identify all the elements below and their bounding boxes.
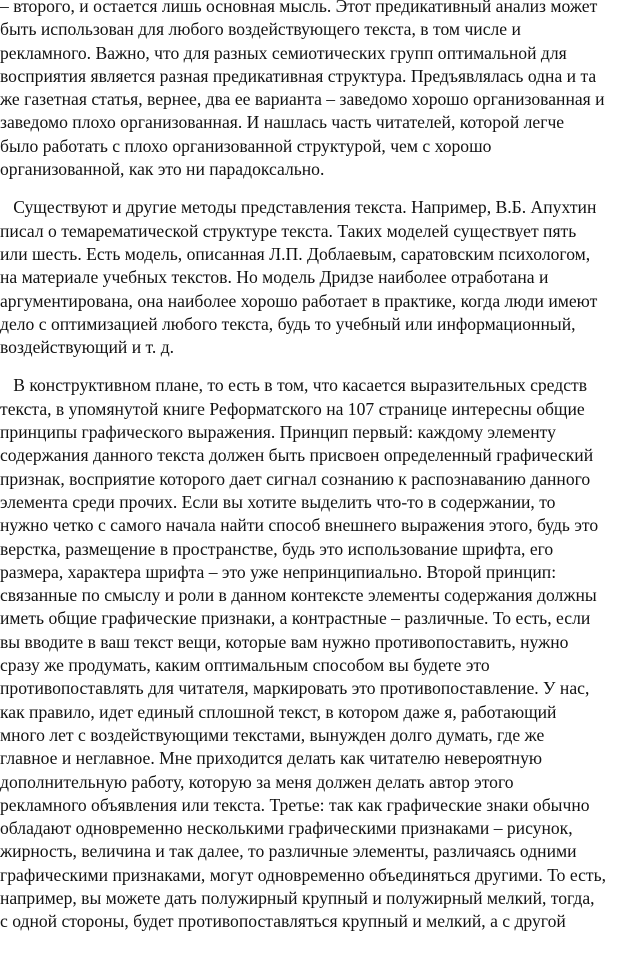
text-paragraph [0, 374, 620, 933]
text-line: графическими признаками, могут одновременно объединяться другими. То есть, [0, 864, 607, 885]
text-line: принципы графического выражения. Принцип первый: каждому элементу [0, 422, 556, 443]
text-line: вы вводите в ваш текст вещи, которые вам нужно противопоставить, нужно [0, 631, 569, 652]
text-paragraph [0, 0, 620, 181]
text-line: Существуют и другие методы представления текста. Например, В.Б. Апухтин [0, 197, 597, 218]
text-line: иметь общие графические признаки, а контрастные – различные. То есть, если [0, 608, 591, 629]
text-line: например, вы можете дать полужирный крупный и полужирный мелкий, тогда, [0, 887, 595, 908]
text-line: рекламного. Важно, что для разных семиотических групп оптимальной для [0, 42, 567, 63]
text-line: много лет с воздействующими текстами, вынужден долго думать, где же [0, 724, 545, 745]
text-line: обладают одновременно несколькими графическими признаками – рисунок, [0, 818, 573, 839]
text-line: сразу же продумать, каким оптимальным способом вы будете это [0, 655, 490, 676]
paragraph-spacer [0, 181, 620, 196]
text-line: связанные по смыслу и роли в данном контексте элементы содержания должны [0, 585, 597, 606]
text-line: содержания данного текста должен быть присвоен определенный графический [0, 445, 594, 466]
text-line: быть использован для любого воздействующего текста, в том числе и [0, 19, 521, 40]
text-line: текста, в упомянутой книге Реформатского на 107 странице интересны общие [0, 398, 585, 419]
text-line: главное и неглавное. Мне приходится делать как читателю невероятную [0, 748, 543, 769]
text-line: – второго, и остается лишь основная мысль. Этот предикативный анализ может [0, 0, 598, 16]
text-line: В конструктивном плане, то есть в том, что касается выразительных средств [0, 375, 588, 396]
text-line: дополнительную работу, которую за меня должен делать автор этого [0, 771, 514, 792]
text-line: элемента среди прочих. Если вы хотите выделить что-то в содержании, то [0, 491, 556, 512]
paragraph-spacer [0, 359, 620, 374]
text-paragraph [0, 196, 620, 359]
text-line: воздействующий и т. д. [0, 337, 175, 358]
text-line: как правило, идет единый сплошной текст, в котором даже я, работающий [0, 701, 557, 722]
text-line: признак, восприятие которого дает сигнал сознанию к распознаванию данного [0, 468, 591, 489]
text-line: писал о темарематической структуре текста. Таких моделей существует пять [0, 220, 577, 241]
text-line: жирность, величина и так далее, то различные элементы, различаясь одними [0, 841, 577, 862]
text-line: восприятия является разная предикативная структура. Предъявлялась одна и та [0, 65, 597, 86]
text-line: на материале учебных текстов. Но модель Дридзе наиболее отработана и [0, 267, 549, 288]
text-line: было работать с плохо организованной структурой, чем с хорошо [0, 135, 492, 156]
text-line: с одной стороны, будет противопоставляться крупный и мелкий, а с другой [0, 911, 566, 932]
text-line: рекламного объявления или текста. Третье: так как графические знаки обычно [0, 794, 590, 815]
text-line: заведомо плохо организованная. И нашлась часть читателей, которой легче [0, 112, 565, 133]
text-line: же газетная статья, вернее, два ее варианта – заведомо хорошо организованная и [0, 89, 605, 110]
text-line: аргументирована, она наиболее хорошо работает в практике, когда люди имеют [0, 290, 598, 311]
text-line: нужно четко с самого начала найти способ внешнего выражения этого, будь это [0, 515, 599, 536]
text-line: организованной, как это ни парадоксально. [0, 159, 325, 180]
text-line: противопоставлять для читателя, маркировать это противопоставление. У нас, [0, 678, 590, 699]
text-line: или шесть. Есть модель, описанная Л.П. Доблаевым, саратовским психологом, [0, 243, 591, 264]
text-line: размера, характера шрифта – это уже непринципиально. Второй принцип: [0, 561, 557, 582]
text-line: верстка, размещение в пространстве, будь это использование шрифта, его [0, 538, 554, 559]
text-line: дело с оптимизацией любого текста, будь то учебный или информационный, [0, 313, 576, 334]
